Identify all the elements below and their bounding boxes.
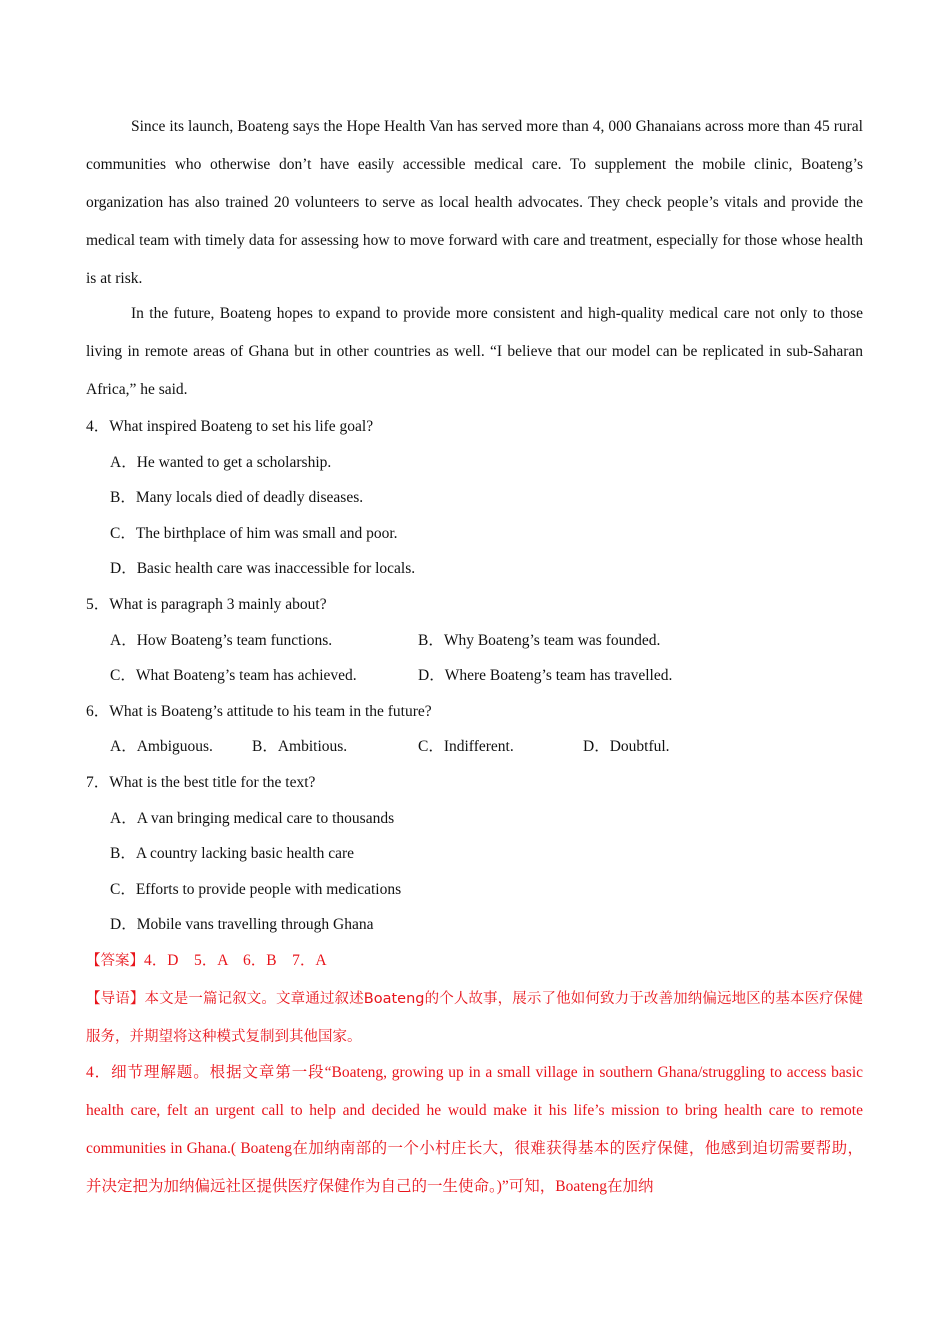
guide-label: 【导语】 [86, 990, 145, 1007]
answer-label: 【答案】 [86, 952, 144, 969]
guide-paragraph [86, 980, 863, 1056]
question-5-options-row-2 [86, 658, 863, 694]
question-4-option-a: A．He wanted to get a scholarship. [110, 453, 332, 471]
question-7-option-a: A．A van bringing medical care to thousands [110, 809, 395, 827]
answer-text: 4．D 5．A 6．B 7．A [144, 951, 327, 969]
question-5-stem: 5．What is paragraph 3 mainly about? [86, 595, 327, 613]
question-5-option-c: C．What Boateng’s team has achieved. [110, 667, 357, 685]
passage-paragraph-2: In the future, Boateng hopes to expand to provide more consistent and high-quality medical care not only to those living in remote areas of Ghana but in other countries as well. “I believe that our model can be replicated in sub-Saharan Africa,” he said. [86, 305, 863, 398]
question-5-options-row-1 [86, 623, 863, 659]
question-6-option-c: C．Indifferent. [418, 738, 514, 756]
question-6-option-d: D．Doubtful. [583, 738, 670, 756]
question-4-option-d: D．Basic health care was inaccessible for locals. [110, 560, 416, 578]
document-page [86, 108, 863, 1206]
answer-key [86, 943, 863, 980]
explanation-paragraph: 4．细节理解题。根据文章第一段“Boateng, growing up in a small village in southern Ghana/struggling to access basic health care, felt an urgent call to help and decided he would make it his life’s mission to bring health care to remote communities in Ghana.( Boateng在加纳南部的一个小村庄长大，很难获得基本的医疗保健，他感到迫切需要帮助，并决定把为加纳偏远社区提供医疗保健作为自己的一生使命。)”可知，Boateng在加纳 [86, 1063, 863, 1195]
question-7-stem: 7．What is the best title for the text? [86, 773, 316, 791]
question-6-option-a: A．Ambiguous. [110, 738, 213, 756]
question-7-option-b: B．A country lacking basic health care [110, 845, 355, 863]
guide-text: 本文是一篇记叙文。文章通过叙述Boateng的个人故事，展示了他如何致力于改善加纳偏远地区的基本医疗保健服务，并期望将这种模式复制到其他国家。 [86, 990, 864, 1045]
question-5-option-a: A．How Boateng’s team functions. [110, 631, 333, 649]
question-6-option-b: B．Ambitious. [252, 738, 348, 756]
question-6-stem: 6．What is Boateng’s attitude to his team in the future? [86, 702, 432, 720]
question-4-stem: 4．What inspired Boateng to set his life goal? [86, 418, 374, 435]
question-4-option-c: C．The birthplace of him was small and poor. [110, 524, 398, 542]
question-6-options-row [86, 729, 863, 765]
question-7-option-d: D．Mobile vans travelling through Ghana [110, 916, 374, 934]
question-5-option-b: B．Why Boateng’s team was founded. [418, 631, 661, 649]
question-4-option-b: B．Many locals died of deadly diseases. [110, 489, 364, 507]
passage-paragraph-1: Since its launch, Boateng says the Hope Health Van has served more than 4, 000 Ghanaians across more than 45 rural communities who otherwise don’t have easily accessible medical care. To supplement the mobile clinic, Boateng’s organization has also trained 20 volunteers to serve as local health advocates. They check people’s vitals and provide the medical team with timely data for assessing how to move forward with care and treatment, especially for those whose health is at risk. [86, 118, 863, 287]
question-7-option-c: C．Efforts to provide people with medications [110, 880, 402, 898]
question-5-option-d: D．Where Boateng’s team has travelled. [418, 667, 673, 685]
